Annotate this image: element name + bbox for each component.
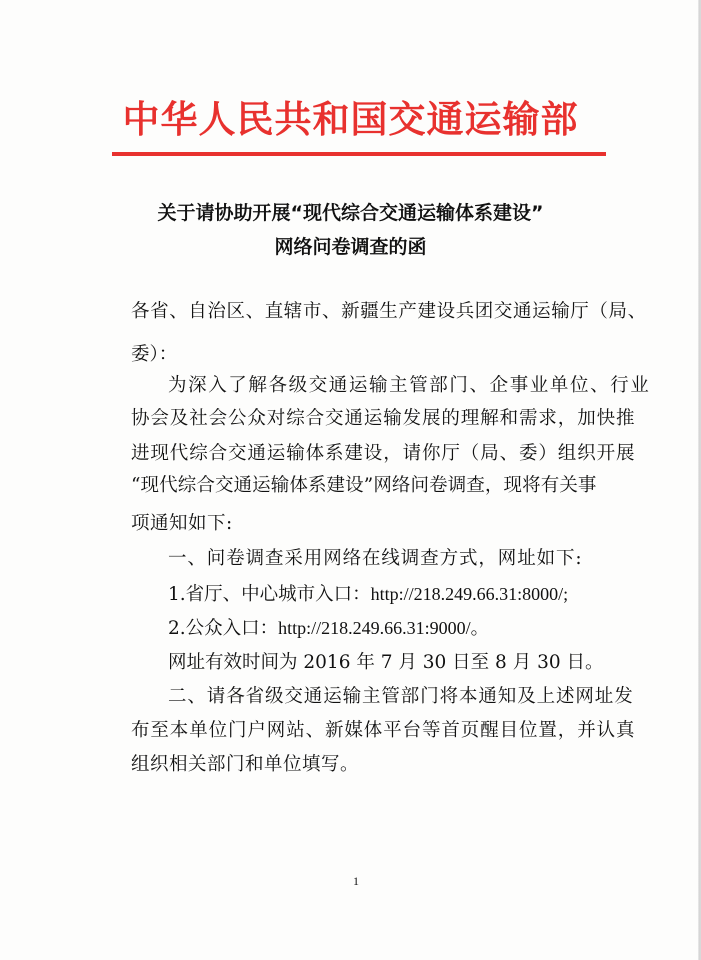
section-2-line-2: 布至本单位门户网站、新媒体平台等首页醒目位置，并认真 <box>131 720 636 741</box>
paragraph-1-line-5: 项通知如下: <box>131 513 233 534</box>
addressee-line-1: 各省、自治区、直辖市、新疆生产建设兵团交通运输厅（局、 <box>131 301 647 322</box>
section-2-line-3: 组织相关部门和单位填写。 <box>131 754 360 775</box>
url-entry-1-link: http://218.249.66.31:8000/; <box>370 584 569 604</box>
scan-edge-shadow <box>698 0 700 960</box>
url-entry-1-label: 1.省厅、中心城市入口： <box>168 584 371 605</box>
document-title-line-1: 关于请协助开展“现代综合交通运输体系建设” <box>157 202 544 224</box>
addressee-line-2: 委）： <box>131 344 178 365</box>
url-entry-2-link: http://218.249.66.31:9000/。 <box>278 618 489 638</box>
url-entry-2 <box>168 614 489 643</box>
letterhead-red-rule <box>112 152 606 156</box>
section-2-line-1: 二、请各省级交通运输主管部门将本通知及上述网址发 <box>168 686 634 707</box>
url-validity-period: 网址有效时间为 2016 年 7 月 30 日至 8 月 30 日。 <box>168 652 604 673</box>
section-1-heading: 一、问卷调查采用网络在线调查方式，网址如下: <box>168 548 583 569</box>
document-title-line-2: 网络问卷调查的函 <box>274 236 427 258</box>
paragraph-1-line-2: 协会及社会公众对综合交通运输发展的理解和需求，加快推 <box>131 408 636 429</box>
paragraph-1-line-3: 进现代综合交通运输体系建设，请你厅（局、委）组织开展 <box>131 443 636 464</box>
letterhead-title: 中华人民共和国交通运输部 <box>122 97 579 141</box>
page-number: 1 <box>353 874 359 888</box>
url-entry-1 <box>168 580 568 609</box>
paragraph-1-line-1: 为深入了解各级交通运输主管部门、企事业单位、行业 <box>168 375 651 396</box>
paragraph-1-line-4: “现代综合交通运输体系建设”网络问卷调查，现将有关事 <box>131 475 597 496</box>
url-entry-2-label: 2.公众入口： <box>168 618 279 639</box>
